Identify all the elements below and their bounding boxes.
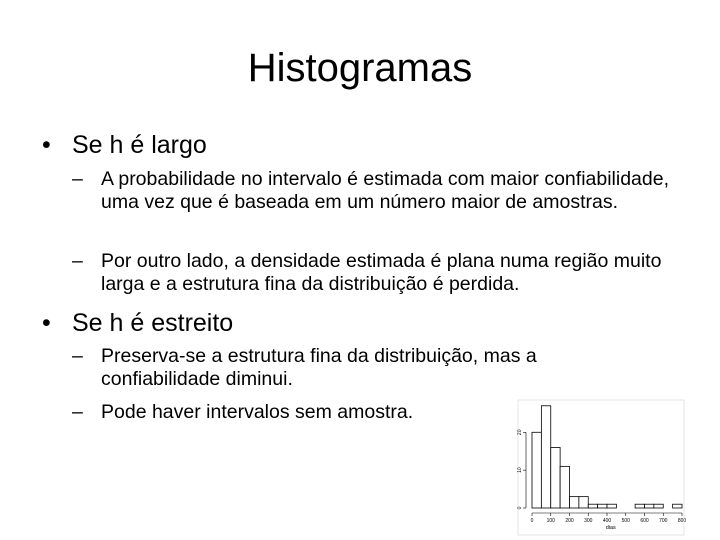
bullet-wide-h — [42, 130, 207, 160]
x-tick-label: 500 — [621, 518, 630, 524]
x-tick-label: 200 — [565, 518, 574, 524]
x-tick-label: 100 — [546, 518, 555, 524]
x-tick-label: 700 — [659, 518, 668, 524]
histogram-chart — [497, 398, 697, 538]
x-tick-label: 600 — [640, 518, 649, 524]
x-tick-label: 300 — [584, 518, 593, 524]
x-tick-label: 0 — [530, 518, 534, 524]
dash-marker: – — [72, 168, 83, 190]
sub-bullet-text: A probabilidade no intervalo é estimada com maior confiabilidade, uma vez que é baseada em um número maior de amostras. — [101, 168, 670, 213]
x-axis-label: dias — [605, 525, 616, 531]
sub-bullet-empty-bins — [72, 401, 492, 424]
sub-bullet-flat-density — [72, 250, 684, 296]
sub-bullet-text: Por outro lado, a densidade estimada é plana numa região muito larga e a estrutura fina da distribuição é perdida. — [101, 250, 662, 295]
sub-bullet-fine-structure — [72, 345, 602, 391]
bullet-dot: • — [42, 309, 51, 337]
histogram-bar — [635, 504, 644, 508]
histogram-bar — [541, 406, 550, 508]
histogram-bar — [570, 497, 579, 508]
dash-marker: – — [72, 250, 83, 272]
slide-title: Histogramas — [247, 46, 473, 90]
histogram-bar — [645, 504, 654, 508]
bullet-dot: • — [42, 131, 51, 159]
x-tick-label: 400 — [602, 518, 612, 524]
y-tick-label: 0 — [517, 506, 523, 510]
sub-bullet-text: Pode haver intervalos sem amostra. — [101, 401, 414, 423]
sub-bullet-text: Preserva-se a estrutura fina da distribuição, mas a confiabilidade diminui. — [101, 345, 537, 390]
histogram-bar — [551, 447, 560, 508]
bullet-text: Se h é estreito — [72, 309, 234, 337]
histogram-bar — [654, 504, 663, 508]
x-tick-label: 800 — [677, 518, 687, 524]
histogram-bar — [532, 432, 541, 508]
dash-marker: – — [72, 401, 83, 423]
bullet-text: Se h é largo — [72, 131, 207, 159]
bullet-narrow-h — [42, 308, 233, 338]
y-tick-label: 20 — [517, 429, 523, 436]
histogram-bar — [560, 466, 569, 508]
histogram-bar — [607, 504, 616, 508]
histogram-bar — [588, 504, 597, 508]
histogram-bar — [579, 497, 588, 508]
histogram-bar — [598, 504, 607, 508]
dash-marker: – — [72, 345, 83, 367]
y-tick-label: 10 — [517, 467, 523, 473]
histogram-bar — [673, 504, 682, 508]
sub-bullet-reliability — [72, 168, 684, 214]
